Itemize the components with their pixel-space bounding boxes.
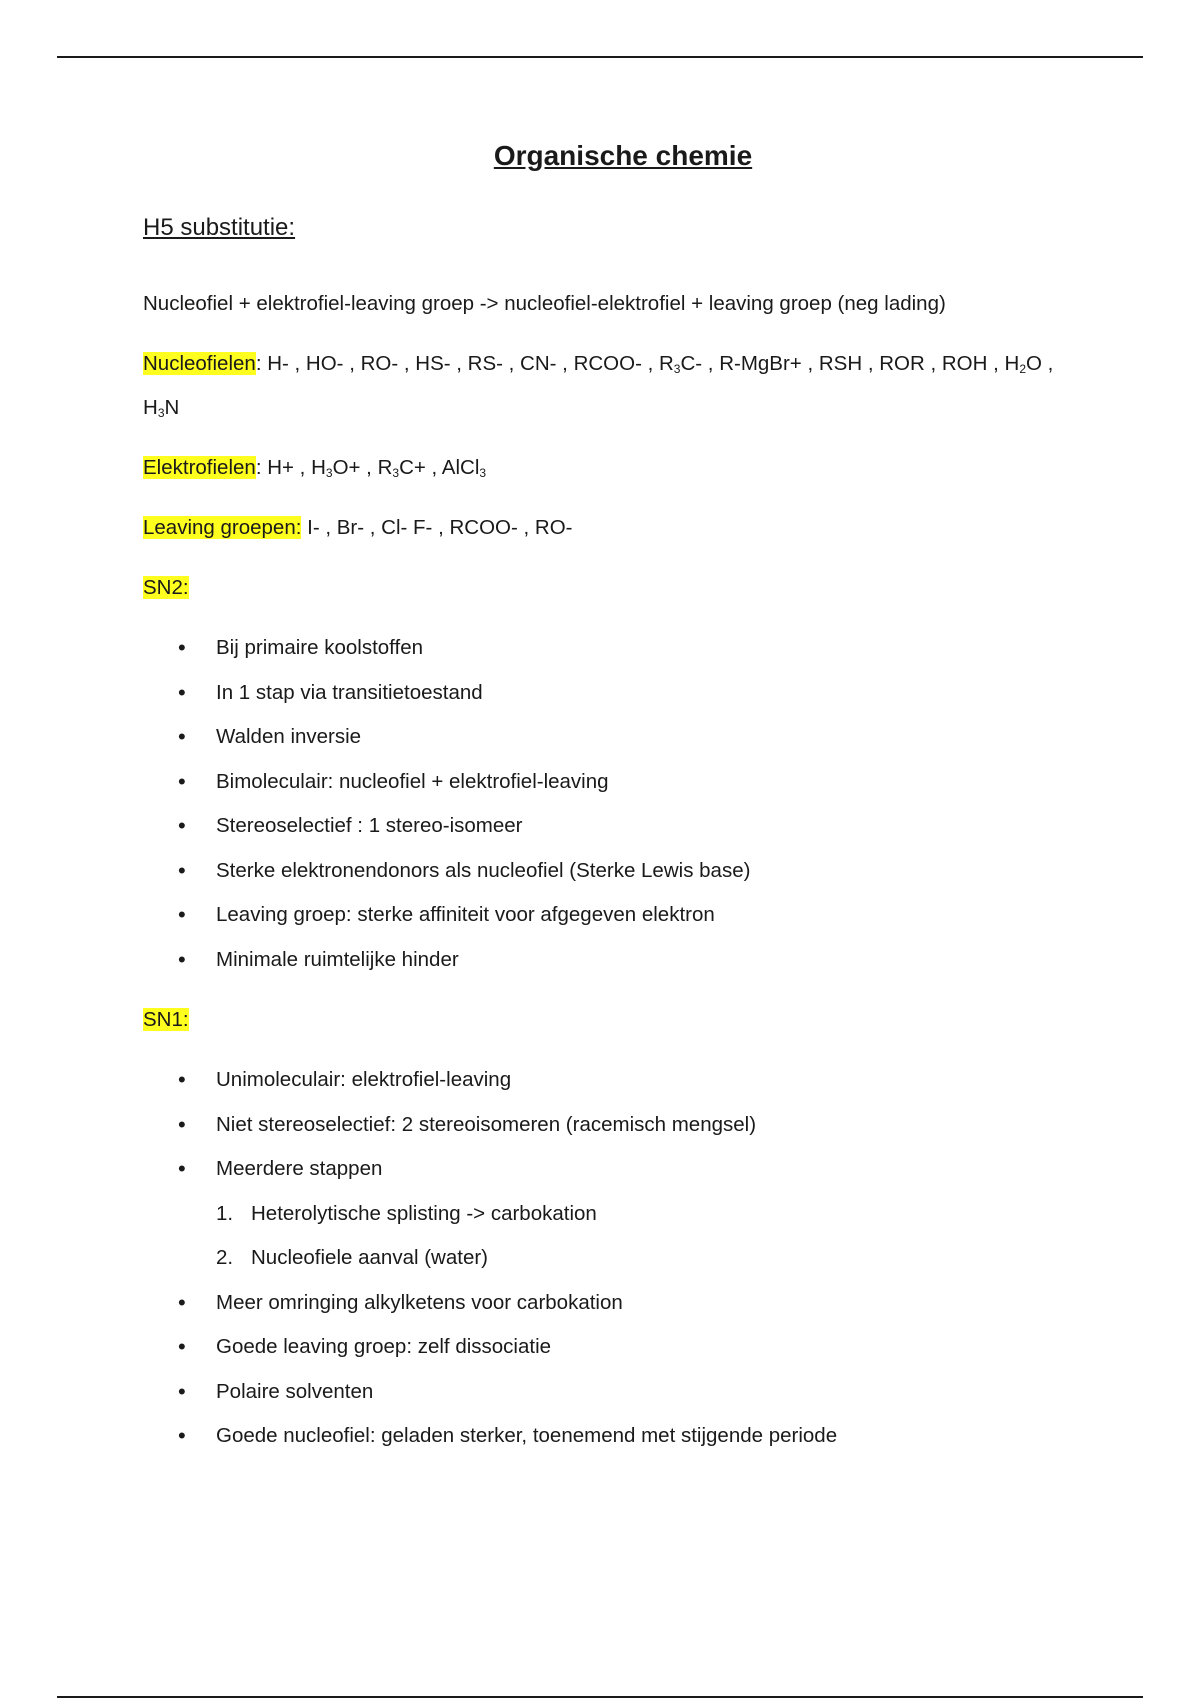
chapter-heading: H5 substitutie: bbox=[143, 214, 296, 241]
nucleophiles-text: C- , R-MgBr+ , RSH , ROR , ROH , H bbox=[680, 352, 1020, 375]
nucleophiles-text: O , bbox=[1026, 352, 1054, 375]
list-item: • Polaire solventen bbox=[143, 1370, 1083, 1415]
list-item: • Stereoselectief : 1 stereo-isomeer bbox=[143, 804, 1083, 849]
sn2-label: SN2: bbox=[143, 576, 189, 599]
sn1-steps-list bbox=[143, 1192, 1083, 1281]
list-item: • Leaving groep: sterke affiniteit voor afgegeven elektron bbox=[143, 893, 1083, 938]
document-title: Organische chemie bbox=[493, 140, 753, 171]
nucleophiles-text: N bbox=[164, 396, 180, 419]
list-item: • Meerdere stappen bbox=[143, 1147, 1083, 1192]
step-text: Nucleofiele aanval (water) bbox=[251, 1246, 489, 1269]
sn1-list bbox=[143, 1058, 1083, 1192]
list-item: • Unimoleculair: elektrofiel-leaving bbox=[143, 1058, 1083, 1103]
electrophiles-text: : H+ , H bbox=[255, 456, 326, 479]
subscript: 3 bbox=[479, 466, 487, 480]
list-item: • Bij primaire koolstoffen bbox=[143, 626, 1083, 671]
subscript: 3 bbox=[673, 362, 681, 376]
step-number: 2. bbox=[216, 1246, 234, 1269]
list-item: • Walden inversie bbox=[143, 715, 1083, 760]
list-item: • Goede nucleofiel: geladen sterker, toenemend met stijgende periode bbox=[143, 1414, 1083, 1459]
numbered-item bbox=[143, 1192, 1083, 1237]
document-body bbox=[143, 140, 1083, 1475]
list-item: • Bimoleculair: nucleofiel + elektrofiel-leaving bbox=[143, 760, 1083, 805]
reaction-equation: Nucleofiel + elektrofiel-leaving groep -> nucleofiel-elektrofiel + leaving groep (neg lading) bbox=[143, 292, 946, 315]
step-number: 1. bbox=[216, 1201, 234, 1225]
electrophiles-text: C+ , AlCl bbox=[399, 456, 480, 479]
list-item: • Meer omringing alkylketens voor carbokation bbox=[143, 1281, 1083, 1326]
nucleophiles-paragraph bbox=[143, 342, 1083, 430]
electrophiles-text: O+ , R bbox=[332, 456, 393, 479]
numbered-item bbox=[143, 1236, 1083, 1281]
sn2-list bbox=[143, 626, 1083, 982]
leaving-groups-paragraph bbox=[143, 506, 1083, 550]
sn2-heading bbox=[143, 566, 1083, 610]
footer-rule bbox=[57, 1696, 1143, 1698]
subscript: 3 bbox=[392, 466, 400, 480]
electrophiles-label: Elektrofielen bbox=[143, 456, 256, 479]
list-item: • In 1 stap via transitietoestand bbox=[143, 671, 1083, 716]
subscript: 3 bbox=[325, 466, 333, 480]
subscript: 2 bbox=[1019, 362, 1027, 376]
step-text: Heterolytische splisting -> carbokation bbox=[251, 1201, 597, 1225]
subscript: 3 bbox=[157, 406, 165, 420]
sn1-heading bbox=[143, 998, 1083, 1042]
nucleophiles-text: H bbox=[143, 396, 158, 419]
electrophiles-paragraph bbox=[143, 446, 1083, 490]
sn1-label: SN1: bbox=[143, 1008, 189, 1031]
list-item: • Niet stereoselectief: 2 stereoisomeren (racemisch mengsel) bbox=[143, 1103, 1083, 1148]
header-rule bbox=[57, 56, 1143, 58]
leaving-groups-text: I- , Br- , Cl- F- , RCOO- , RO- bbox=[301, 516, 573, 539]
list-item: • Goede leaving groep: zelf dissociatie bbox=[143, 1325, 1083, 1370]
sn1-list-continued bbox=[143, 1281, 1083, 1459]
list-item: • Minimale ruimtelijke hinder bbox=[143, 938, 1083, 983]
nucleophiles-label: Nucleofielen bbox=[143, 352, 256, 375]
leaving-groups-label: Leaving groepen: bbox=[143, 516, 302, 539]
nucleophiles-text: : H- , HO- , RO- , HS- , RS- , CN- , RCOO- , R bbox=[255, 352, 674, 375]
list-item: • Sterke elektronendonors als nucleofiel (Sterke Lewis base) bbox=[143, 849, 1083, 894]
